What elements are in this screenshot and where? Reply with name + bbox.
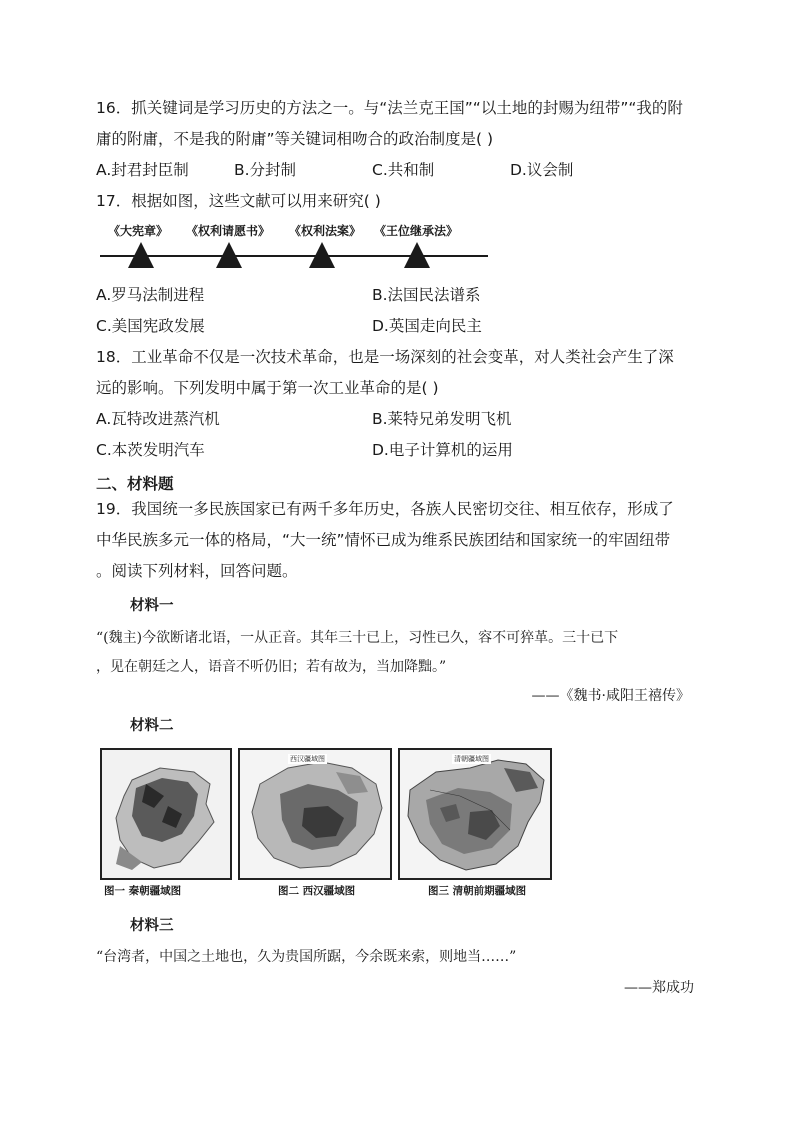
q16-option-a[interactable]: A.封君封臣制: [96, 161, 189, 179]
q18-option-c[interactable]: C.本茨发明汽车: [96, 441, 205, 459]
material-1-line2: ，见在朝廷之人，语音不听仍旧；若有故为，当加降黜。”: [96, 659, 447, 675]
qing-map-title: 清朝疆域图: [454, 755, 489, 763]
map-caption-qing: 图三 清朝前期疆域图: [428, 885, 527, 897]
map-caption-qin: 图一 秦朝疆域图: [104, 885, 182, 897]
timeline-label-act-of-settlement: 《王位继承法》: [374, 224, 459, 238]
timeline-label-bill-of-rights: 《权利法案》: [289, 224, 362, 238]
material-3-source: ——郑成功: [624, 980, 694, 996]
western-han-map-image: [240, 750, 390, 878]
timeline-label-petition-of-right: 《权利请愿书》: [186, 224, 271, 238]
q17-stem: 17．根据如图，这些文献可以用来研究( ): [96, 192, 381, 210]
q16-stem-line1: 16．抓关键词是学习历史的方法之一。与“法兰克王国”“以土地的封赐为纽带”“我的附: [96, 99, 683, 117]
timeline-marker-triangle-icon: [404, 242, 430, 268]
timeline-marker-triangle-icon: [216, 242, 242, 268]
q17-option-d[interactable]: D.英国走向民主: [372, 317, 482, 335]
material-1-line1: “(魏主)今欲断诸北语，一从正音。其年三十已上，习性已久，容不可猝革。三十已下: [96, 630, 619, 646]
q16-stem-line2: 庸的附庸，不是我的附庸”等关键词相吻合的政治制度是( ): [96, 130, 494, 148]
timeline-marker-triangle-icon: [128, 242, 154, 268]
q18-stem-line2: 远的影响。下列发明中属于第一次工业革命的是( ): [96, 379, 439, 397]
map-caption-western-han: 图二 西汉疆域图: [278, 885, 356, 897]
q16-option-c[interactable]: C.共和制: [372, 161, 435, 179]
western-han-map-title: 西汉疆域图: [290, 755, 325, 763]
q17-option-c[interactable]: C.美国宪政发展: [96, 317, 205, 335]
qing-territory-map: [398, 748, 552, 880]
q16-option-d[interactable]: D.议会制: [510, 161, 574, 179]
q16-option-b[interactable]: B.分封制: [234, 161, 297, 179]
q18-stem-line1: 18．工业革命不仅是一次技术革命，也是一场深刻的社会变革，对人类社会产生了深: [96, 348, 674, 366]
q17-option-a[interactable]: A.罗马法制进程: [96, 286, 205, 304]
q18-option-d[interactable]: D.电子计算机的运用: [372, 441, 513, 459]
western-han-territory-map: [238, 748, 392, 880]
section-title: 二、材料题: [96, 475, 174, 493]
material-2-title: 材料二: [130, 717, 174, 734]
material-3-title: 材料三: [130, 917, 174, 934]
q19-stem-line3: 。阅读下列材料，回答问题。: [96, 562, 298, 580]
q18-option-b[interactable]: B.莱特兄弟发明飞机: [372, 410, 512, 428]
q19-stem-line1: 19．我国统一多民族国家已有两千多年历史，各族人民密切交往、相互依存，形成了: [96, 500, 674, 518]
material-1-source: ——《魏书·咸阳王禧传》: [531, 688, 690, 704]
qin-territory-map: [100, 748, 232, 880]
material-1-title: 材料一: [130, 597, 174, 614]
q18-option-a[interactable]: A.瓦特改进蒸汽机: [96, 410, 220, 428]
qing-map-image: [400, 750, 550, 878]
qin-map-image: [102, 750, 230, 878]
document-timeline: [100, 222, 490, 272]
material-3-line1: “台湾者，中国之土地也，久为贵国所踞，今余既来索，则地当……”: [96, 949, 517, 965]
q19-stem-line2: 中华民族多元一体的格局，“大一统”情怀已成为维系民族团结和国家统一的牢固纽带: [96, 531, 671, 549]
q17-option-b[interactable]: B.法国民法谱系: [372, 286, 481, 304]
timeline-marker-triangle-icon: [309, 242, 335, 268]
timeline-label-magna-carta: 《大宪章》: [108, 224, 169, 238]
